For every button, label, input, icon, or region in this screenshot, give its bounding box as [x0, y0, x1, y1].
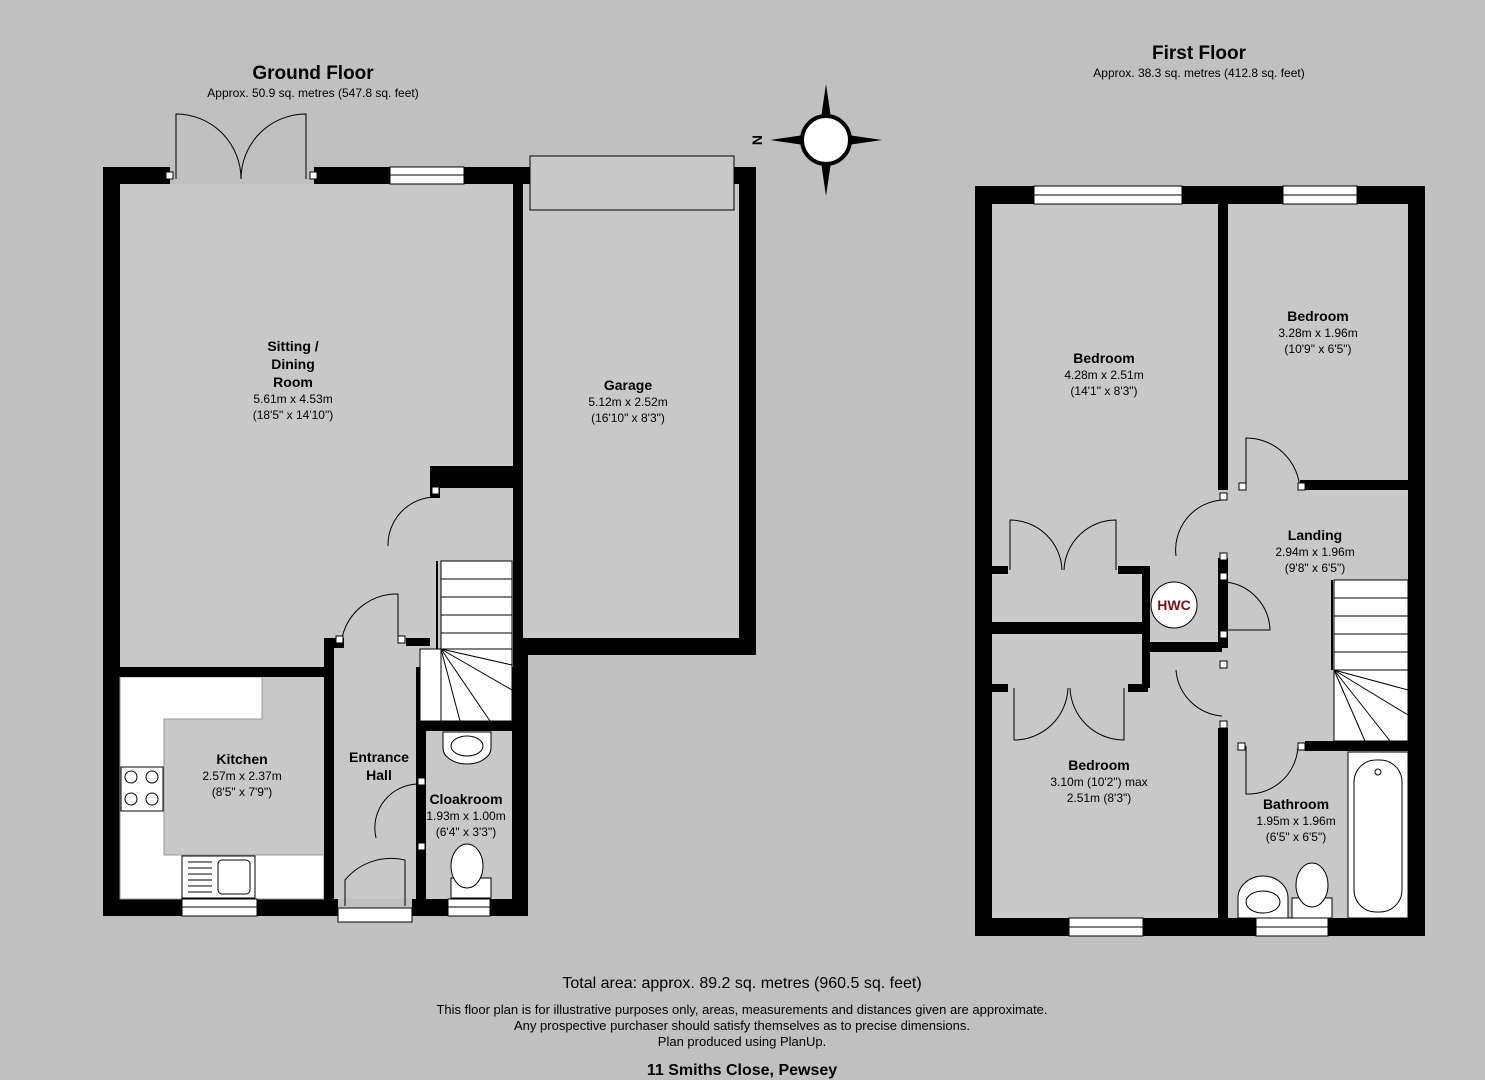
ground-room-0-name: Sitting / — [267, 338, 319, 354]
basin-icon — [443, 732, 491, 764]
ground-floor-title: Ground Floor — [252, 63, 374, 84]
first-room-4-dim: 1.95m x 1.96m — [1256, 814, 1336, 828]
window-bathroom — [1256, 918, 1328, 936]
hob-icon — [121, 767, 163, 811]
first-room-1-dim: 3.28m x 1.96m — [1278, 326, 1358, 340]
wall-hwc-left — [1142, 566, 1150, 688]
ground-room-4-dim: 1.93m x 1.00m — [426, 809, 506, 823]
property-address: 11 Smiths Close, Pewsey — [646, 1062, 838, 1079]
disclaimer-line: Plan produced using PlanUp. — [657, 1034, 827, 1049]
wall-bed3-top — [992, 622, 1148, 634]
ground-room-3-name: Hall — [366, 767, 392, 783]
first-room-3-dim: 3.10m (10'2") max — [1050, 775, 1148, 789]
ground-room-0-name: Dining — [271, 356, 315, 372]
wall-hwc-bottom — [1142, 642, 1222, 652]
first-room-0-dim: 4.28m x 2.51m — [1064, 368, 1144, 382]
compass-icon — [770, 84, 882, 196]
first-room-3-name: Bedroom — [1068, 757, 1130, 773]
ground-room-1-dim: 5.12m x 2.52m — [588, 395, 668, 409]
total-area: Total area: approx. 89.2 sq. metres (960.5 sq. feet) — [562, 975, 922, 992]
wall-bath-top — [1305, 741, 1408, 751]
first-stairs — [1334, 580, 1408, 741]
window-kitchen — [182, 899, 257, 916]
ground-room-4-dim: (6'4" x 3'3") — [435, 825, 497, 839]
cloakroom-wall-top — [416, 721, 512, 731]
window-bed2 — [1283, 186, 1357, 204]
first-floor-title: First Floor — [1152, 43, 1246, 64]
first-room-0-dim: (14'1" x 8'3") — [1070, 384, 1138, 398]
ground-room-0-name: Room — [273, 374, 313, 390]
ground-room-3-name: Entrance — [349, 749, 409, 765]
compass-north-label: N — [749, 134, 765, 146]
first-room-2-dim: (9'8" x 6'5") — [1284, 561, 1346, 575]
kitchen-wall — [120, 667, 334, 677]
ground-room-1-name: Garage — [603, 377, 653, 393]
window-cloakroom — [448, 899, 490, 916]
hall-wall-left-upper — [324, 638, 334, 748]
first-room-0-name: Bedroom — [1073, 350, 1135, 366]
disclaimer-line: Any prospective purchaser should satisfy themselves as to precise dimensions. — [514, 1018, 970, 1033]
first-room-3-dim: 2.51m (8'3") — [1066, 791, 1132, 805]
stair-wall — [406, 638, 430, 646]
first-floor — [975, 186, 1425, 936]
garage-divider — [513, 184, 523, 638]
window-bed1 — [1034, 186, 1182, 204]
cloakroom-wall-left-upper — [416, 721, 426, 779]
cloakroom-wall-left-lower — [416, 850, 426, 899]
cupboard-wall — [430, 466, 513, 488]
bath-icon — [1348, 752, 1408, 918]
disclaimer-line: This floor plan is for illustrative purposes only, areas, measurements and distances given are approximate. — [436, 1002, 1048, 1017]
ground-room-0-dim: (18'5" x 14'10") — [252, 408, 334, 422]
hall-wall-left-lower — [324, 826, 334, 899]
wall-bed3-wardrobe-r — [1128, 684, 1148, 692]
ground-room-4-name: Cloakroom — [429, 791, 503, 807]
wall-bed3-right — [1218, 728, 1228, 918]
wall-bed3-wardrobe — [992, 684, 1008, 692]
first-room-2-dim: 2.94m x 1.96m — [1275, 545, 1355, 559]
first-room-1-dim: (10'9" x 6'5") — [1284, 342, 1352, 356]
wall-bed1-right — [1218, 204, 1228, 490]
ground-room-2-name: Kitchen — [216, 751, 268, 767]
ground-room-2-dim: 2.57m x 2.37m — [202, 769, 282, 783]
hwc-label: HWC — [1157, 597, 1191, 613]
wall-wardrobe — [992, 566, 1008, 574]
first-room-4-name: Bathroom — [1262, 796, 1330, 812]
ground-room-0-dim: 5.61m x 4.53m — [253, 392, 333, 406]
garage-door — [530, 156, 734, 210]
ground-room-1-dim: (16'10" x 8'3") — [591, 411, 665, 425]
ground-room-2-dim: (8'5" x 7'9") — [211, 785, 273, 799]
kitchen-sink-icon — [182, 856, 255, 898]
first-room-2-name: Landing — [1287, 527, 1343, 543]
first-room-1-name: Bedroom — [1287, 308, 1349, 324]
wall-bed2-bottom — [1300, 480, 1408, 490]
ground-floor-area: Approx. 50.9 sq. metres (547.8 sq. feet) — [207, 86, 419, 100]
bath-basin-icon — [1238, 876, 1288, 918]
first-room-4-dim: (6'5" x 6'5") — [1265, 830, 1327, 844]
window-bed3 — [1069, 918, 1143, 936]
first-floor-area: Approx. 38.3 sq. metres (412.8 sq. feet) — [1093, 66, 1305, 80]
window-sitting — [390, 167, 464, 184]
